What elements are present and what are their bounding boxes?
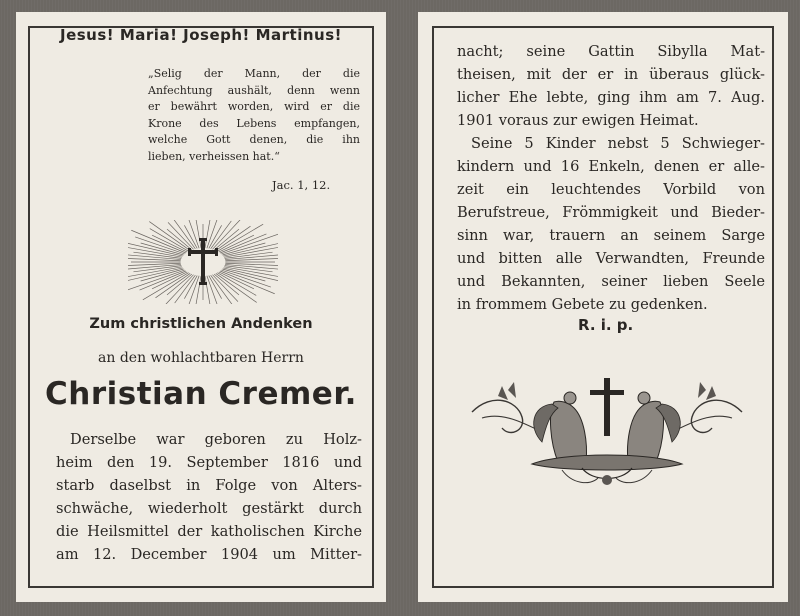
- closing-rip: R. i. p.: [578, 316, 634, 334]
- ray-line: [219, 272, 254, 289]
- ray-line: [221, 270, 270, 287]
- biography-text: [56, 428, 362, 566]
- ray-line: [152, 272, 187, 289]
- scripture-quote: [148, 66, 360, 166]
- text-line: schwäche, wiederholt gestärkt durch: [56, 500, 362, 517]
- text-line: Seine 5 Kinder nebst 5 Schwieger-: [471, 135, 765, 152]
- text-line: die Heilsmittel der katholischen Kirche: [56, 523, 362, 540]
- text-line: starb daselbst in Folge von Alters-: [56, 477, 362, 494]
- quote-line: Krone des Lebens empfangen,: [148, 116, 360, 130]
- ray-line: [135, 237, 184, 254]
- ray-line: [152, 235, 187, 252]
- angels-cross-vignette-icon: [462, 372, 752, 492]
- ray-line: [189, 220, 199, 248]
- quote-line: lieben, verheissen hat.“: [148, 149, 280, 163]
- ray-line: [205, 220, 210, 248]
- ray-line: [196, 276, 201, 304]
- ray-line: [168, 222, 194, 249]
- ray-line: [216, 226, 251, 250]
- quote-line: welche Gott denen, die ihn: [148, 133, 360, 147]
- ray-line: [211, 275, 235, 304]
- ray-line: [225, 258, 278, 261]
- scripture-reference: Jac. 1, 12.: [272, 178, 331, 192]
- deceased-name: Christian Cremer.: [45, 376, 357, 412]
- dedication-line: an den wohlachtbaren Herrn: [98, 350, 304, 366]
- ray-line: [219, 235, 254, 252]
- ray-line: [205, 276, 211, 304]
- ray-line: [212, 275, 238, 302]
- quote-line: er bewährt worden, wird er die: [148, 100, 360, 114]
- ray-line: [195, 220, 201, 248]
- ray-line: [156, 273, 191, 297]
- biography-continuation: [457, 40, 765, 316]
- ray-line: [128, 263, 181, 266]
- memorial-heading: Zum christlichen Andenken: [89, 316, 313, 332]
- ray-line: [220, 234, 266, 253]
- text-line: 1901 voraus zur ewigen Heimat.: [457, 112, 699, 129]
- text-line: sinn war, trauern an seinem Sarge: [457, 227, 765, 244]
- text-line: Berufstreue, Frömmigkeit und Bieder-: [457, 204, 765, 221]
- text-line: heim den 19. September 1816 und: [56, 454, 362, 471]
- text-line: in frommem Gebete zu gedenken.: [457, 296, 708, 313]
- radiant-cross-icon: [128, 220, 278, 304]
- text-line: licher Ehe lebte, ging ihm am 7. Aug.: [457, 89, 765, 106]
- text-line: und bitten alle Verwandten, Freunde: [457, 250, 765, 267]
- ray-line: [140, 271, 186, 290]
- quote-line: „Selig der Mann, der die: [148, 67, 360, 80]
- ray-line: [223, 244, 278, 257]
- text-line: Derselbe war geboren zu Holz-: [70, 431, 362, 448]
- text-line: zeit ein leuchtendes Vorbild von: [457, 181, 765, 198]
- ray-line: [128, 268, 183, 281]
- text-line: kindern und 16 Enkeln, denen er alle-: [457, 158, 765, 175]
- text-line: nacht; seine Gattin Sibylla Mat-: [457, 43, 765, 60]
- text-line: theisen, mit der er in überaus glück-: [457, 66, 765, 83]
- text-line: am 12. December 1904 um Mitter-: [56, 546, 362, 563]
- quote-line: Anfechtung aushält, denn wenn: [148, 83, 360, 97]
- ray-line: [207, 276, 217, 304]
- text-line: und Bekannten, seiner lieben Seele: [457, 273, 765, 290]
- invocation-heading: Jesus! Maria! Joseph! Martinus!: [60, 26, 342, 44]
- ray-line: [171, 220, 195, 249]
